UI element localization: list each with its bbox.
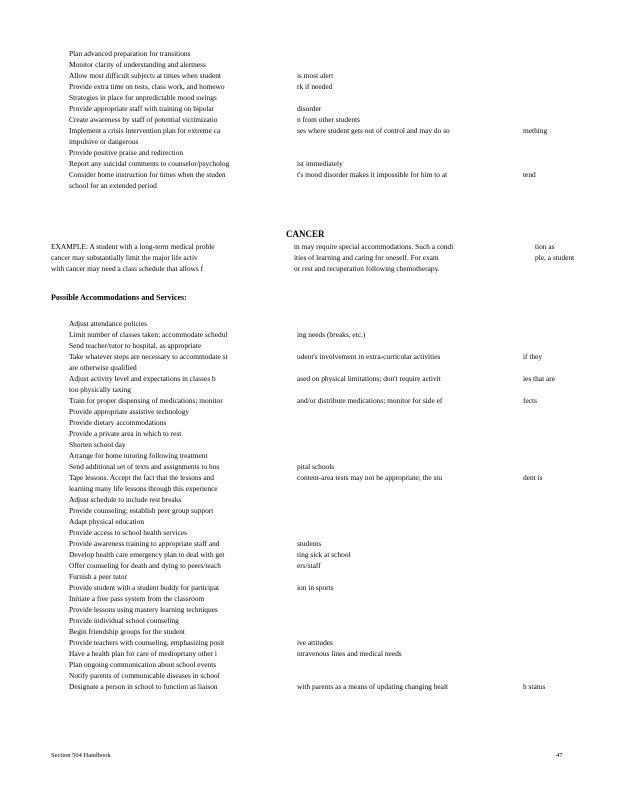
list-item-text: school for an extended period — [69, 181, 157, 190]
list-item-text: n from other students — [297, 115, 361, 124]
list-item-text: ntravenous lines and medical needs — [297, 649, 402, 658]
list-item-text: Provide extra time on tests, class work, and homewo — [69, 82, 225, 91]
example-text: ities of learning and caring for oneself. For exam — [294, 253, 439, 262]
example-text: or rest and recuperation following chemotherapy. — [294, 264, 440, 273]
example-text: EXAMPLE: A student with a long-term medical proble — [51, 242, 215, 251]
list-item-text: content-area tests may not be appropriate; the stu — [297, 473, 443, 482]
list-item-text: Provide appropriate assistive technology — [69, 407, 190, 416]
list-item-text: and/or distribute medications; monitor for side ef — [297, 396, 443, 405]
list-item-text: Adapt physical education — [69, 517, 145, 526]
list-item-text: Tape lessons. Accept the fact that the lessons and — [69, 473, 214, 482]
list-item-text: Initiate a free pass system from the classroom — [69, 594, 205, 603]
list-item-text: Adjust attendance policies — [69, 319, 147, 328]
list-item-text: ased on physical limitations; don't require activit — [297, 374, 441, 383]
list-item-text: Offer counseling for death and dying to peers/teach — [69, 561, 221, 570]
list-item-text: Send additional set of texts and assignments to hos — [69, 462, 220, 471]
list-item-text: is most alert — [297, 71, 334, 80]
list-item-text: Provide access to school health services — [69, 528, 188, 537]
list-item-text: Furnish a peer tutor — [69, 572, 128, 581]
example-text: m may require special accommodations. Such a condi — [294, 242, 454, 251]
list-item-text: Provide counseling; establish peer group support — [69, 506, 214, 515]
list-item-text: Notify parents of communicable diseases in school — [69, 671, 220, 680]
list-item-text: Consider home instruction for times when the studen — [69, 170, 226, 179]
list-item-text: too physically taxing — [69, 385, 131, 394]
list-item-text: pital schools — [297, 462, 335, 471]
list-item-text: Begin friendship groups for the student — [69, 627, 185, 636]
list-item-text: Provide individual school counseling — [69, 616, 179, 625]
example-text: cancer may substantially limit the major life activ — [51, 253, 198, 262]
list-item-text: Plan ongoing communication about school events — [69, 660, 217, 669]
list-item-text: Report any suicidal comments to counselor/psycholog — [69, 159, 230, 168]
list-item-text: Shorten school day — [69, 440, 126, 449]
list-item-text: Monitor clarity of understanding and alertness — [69, 60, 206, 69]
list-item-text: Strategies in place for unpredictable mood swings — [69, 93, 217, 102]
list-item-text: ing needs (breaks, etc.) — [297, 330, 366, 339]
list-item-text: t's mood disorder makes it impossible for him to at — [297, 170, 448, 179]
list-item-text: tend — [523, 170, 536, 179]
list-item-text: dent is — [523, 473, 543, 482]
list-item-text: disorder — [297, 104, 322, 113]
list-item-text: Provide student with a student buddy for participat — [69, 583, 220, 592]
list-item-text: ion in sports — [297, 583, 334, 592]
list-item-text: Implement a crisis intervention plan for extreme ca — [69, 126, 221, 135]
list-item-text: udent's involvement in extra-curricular activities — [297, 352, 441, 361]
list-item-text: Provide positive praise and redirection — [69, 148, 184, 157]
list-item-text: impulsive or dangerous — [69, 137, 139, 146]
list-item-text: Send teacher/tutor to hospital, as appropriate — [69, 341, 202, 350]
list-item-text: Adjust activity level and expectations in classes b — [69, 374, 216, 383]
list-item-text: Plan advanced preparation for transitions — [69, 49, 191, 58]
list-item-text: ive attitudes — [297, 638, 333, 647]
list-item-text: fects — [523, 396, 537, 405]
list-item-text: Allow most difficult subjects at times when student — [69, 71, 221, 80]
list-item-text: mething — [523, 126, 548, 135]
list-item-text: Arrange for home tutoring following treatment — [69, 451, 208, 460]
list-item-text: Designate a person in school to function as liaison — [69, 682, 218, 691]
example-text: ple, a student — [535, 253, 575, 262]
list-item-text: ies that are — [523, 374, 556, 383]
list-item-text: rk if needed — [297, 82, 333, 91]
list-item-text: Adjust schedule to include rest breaks — [69, 495, 182, 504]
list-item-text: are otherwise qualified — [69, 363, 137, 372]
list-item-text: Develop health care emergency plan to deal with get — [69, 550, 225, 559]
list-item-text: Provide appropriate staff with training on bipolar — [69, 104, 215, 113]
list-item-text: Provide dietary accommodations — [69, 418, 167, 427]
section-heading: CANCER — [286, 229, 325, 239]
list-item-text: Train for proper dispensing of medications; monitor — [69, 396, 223, 405]
list-item-text: ses where student gets out of control and may do so — [297, 126, 450, 135]
example-text: tion as — [535, 242, 555, 251]
list-item-text: Provide lessons using mastery learning techniques — [69, 605, 218, 614]
list-item-text: ers/staff — [297, 561, 321, 570]
list-item-text: Provide a private area in which to rest — [69, 429, 182, 438]
example-text: with cancer may need a class schedule that allows f — [51, 264, 204, 273]
footer-title: Section 504 Handbook — [51, 752, 111, 759]
list-item-text: ting sick at school — [297, 550, 351, 559]
list-item-text: Provide awareness training to appropriate staff and — [69, 539, 220, 548]
list-item-text: Have a health plan for care of medioprtany other i — [69, 649, 217, 658]
list-item-text: Take whatever steps are necessary to accommodate st — [69, 352, 228, 361]
list-item-text: learning many life lessons through this experience — [69, 484, 218, 493]
list-item-text: if they — [523, 352, 543, 361]
list-item-text: Create awareness by staff of potential victimizatio — [69, 115, 218, 124]
list-item-text: Limit number of classes taken; accommodate schedul — [69, 330, 228, 339]
list-item-text: students — [297, 539, 322, 548]
list-item-text: Provide teachers with counseling, emphasizing posit — [69, 638, 225, 647]
list-item-text: with parents as a means of updating changing healt — [297, 682, 449, 691]
accommodations-subheading: Possible Accommodations and Services: — [51, 293, 187, 302]
page-number: 47 — [556, 752, 563, 759]
list-item-text: h status — [523, 682, 546, 691]
list-item-text: ist immediately — [297, 159, 343, 168]
